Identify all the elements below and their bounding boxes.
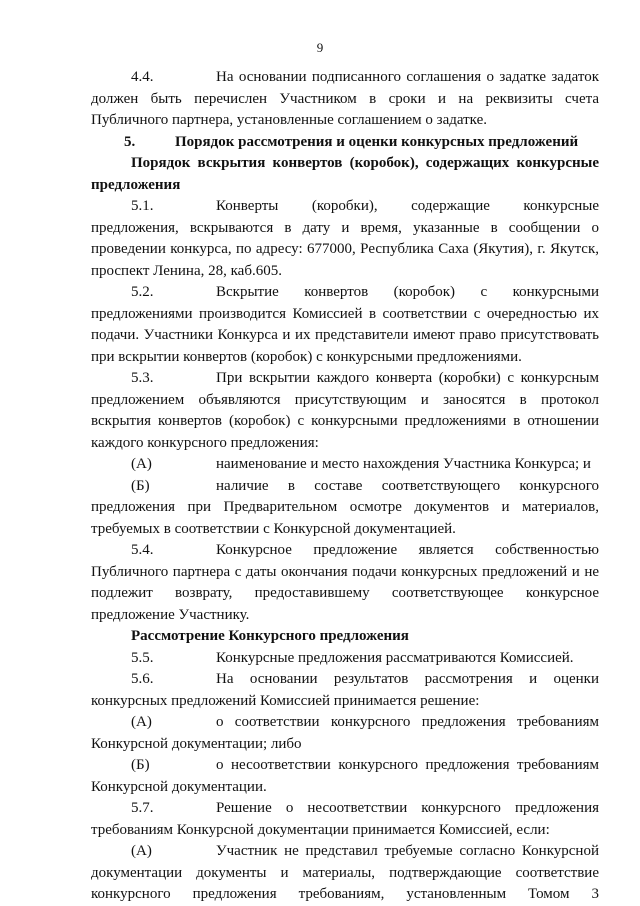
clause-paragraph bbox=[91, 196, 599, 282]
document-body bbox=[91, 67, 599, 906]
subsection-heading bbox=[91, 626, 599, 648]
clause-number: (Б) bbox=[131, 477, 150, 494]
clause-number: (А) bbox=[131, 714, 152, 730]
clause-text: о несоответствии конкурсного предложения требованиям Конкурсной документации. bbox=[91, 757, 599, 795]
clause-text: о соответствии конкурсного предложения требованиям Конкурсной документации; либо bbox=[91, 714, 599, 752]
clause-text: наименование и место нахождения Участника Конкурса; и bbox=[216, 456, 591, 472]
clause-text: Вскрытие конвертов (коробок) с конкурсными предложениями производится Комиссией в соответствии с очередностью их подачи. Участники Конкурса и их представители имеют право присутствовать при вскрытии конвертов (коробок) с конкурсными предложениями. bbox=[91, 284, 599, 365]
clause-text: Конверты (коробки), содержащие конкурсные предложения, вскрываются в дату и время, указанные в сообщении о проведении конкурса, по адресу: 677000, Республика Саха (Якутия), г. Якутск, проспект Ленина, 28, каб.605. bbox=[91, 198, 599, 279]
clause-paragraph bbox=[91, 648, 599, 670]
clause-text: наличие в составе соответствующего конкурсного предложения при Предварительном осмотре документов и материалов, требуемых в соответствии с Конкурсной документацией. bbox=[91, 477, 599, 537]
clause-paragraph bbox=[91, 712, 599, 755]
clause-paragraph bbox=[91, 841, 599, 906]
clause-number: 5.1. bbox=[131, 198, 154, 214]
clause-paragraph bbox=[91, 798, 599, 841]
clause-number: 5.6. bbox=[131, 671, 154, 687]
clause-number: 5.7. bbox=[131, 800, 154, 816]
clause-text: Конкурсное предложение является собственностью Публичного партнера с даты окончания подачи конкурсных предложений и не подлежит возврату, предоставившему соответствующее конкурсное предложение Участнику. bbox=[91, 542, 599, 623]
clause-number: 5. bbox=[124, 133, 136, 150]
clause-number: 5.3. bbox=[131, 370, 154, 386]
clause-number: (А) bbox=[131, 456, 152, 472]
clause-number: 4.4. bbox=[131, 69, 154, 85]
clause-paragraph bbox=[91, 368, 599, 454]
clause-number: 5.4. bbox=[131, 542, 154, 558]
clause-text: Конкурсные предложения рассматриваются Комиссией. bbox=[216, 649, 574, 666]
subsection-heading bbox=[91, 153, 599, 196]
clause-text: Порядок вскрытия конвертов (коробок), содержащих конкурсные предложения bbox=[91, 155, 599, 193]
clause-paragraph bbox=[91, 454, 599, 476]
clause-paragraph bbox=[91, 755, 599, 798]
clause-number: (Б) bbox=[131, 757, 150, 773]
clause-paragraph bbox=[91, 669, 599, 712]
clause-number: 5.2. bbox=[131, 284, 154, 300]
clause-text: Участник не представил требуемые согласно Конкурсной документации документы и материалы, подтверждающие соответствие конкурсного предложения требованиям, установленным Томом 3 bbox=[91, 843, 599, 902]
clause-text: На основании подписанного соглашения о задатке задаток должен быть перечислен Участником в сроки и на реквизиты счета Публичного партнера, установленные соглашением о задатке. bbox=[91, 69, 599, 128]
clause-text: Рассмотрение Конкурсного предложения bbox=[131, 628, 409, 644]
page-number: 9 bbox=[316, 40, 324, 55]
clause-paragraph bbox=[91, 476, 599, 541]
clause-text: При вскрытии каждого конверта (коробки) с конкурсным предложением объявляются присутствующим и заносятся в протокол вскрытия конвертов (коробок) с конкурсными предложениями в отношении каждого конкурсного предложения: bbox=[91, 370, 599, 451]
clause-paragraph bbox=[91, 67, 599, 132]
clause-paragraph bbox=[91, 540, 599, 626]
clause-paragraph bbox=[91, 282, 599, 368]
clause-text: Решение о несоответствии конкурсного предложения требованиям Конкурсной документации принимается Комиссией, если: bbox=[91, 800, 599, 838]
clause-text: На основании результатов рассмотрения и оценки конкурсных предложений Комиссией принимается решение: bbox=[91, 671, 599, 709]
clause-text: Порядок рассмотрения и оценки конкурсных предложений bbox=[175, 133, 579, 150]
section-heading bbox=[124, 132, 599, 154]
clause-number: 5.5. bbox=[131, 649, 154, 666]
clause-number: (А) bbox=[131, 843, 152, 859]
